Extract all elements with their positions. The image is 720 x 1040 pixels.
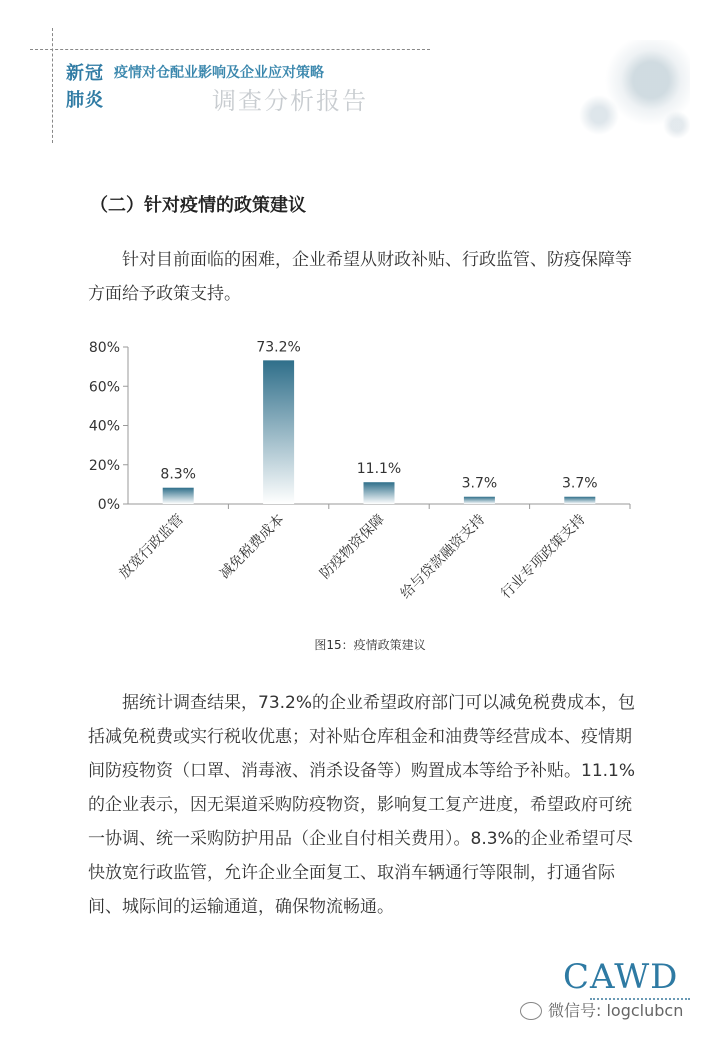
category-label: 防疫物资保障 (317, 511, 388, 583)
category-label: 减免税费成本 (216, 511, 288, 583)
wechat-id (520, 1000, 683, 1022)
bar (564, 497, 595, 504)
cawd-logo: CAWD (563, 957, 679, 997)
y-tick-label: 20% (88, 457, 120, 474)
body-paragraph: 据统计调查结果，73.2%的企业希望政府部门可以减免税费成本，包括减免税费或实行税收优惠；对补贴仓库租金和油费等经营成本、疫情期间防疫物资（口罩、消毒液、消杀设备等）购置成本等给予补贴。11.1%的企业表示，因无渠道采购防疫物资，影响复工复产进度，希望政府可统一协调、统一采购防护用品（企业自付相关费用）。8.3%的企业希望可尽快放宽行政监管，允许企业全面复工、取消车辆通行等限制，打通省际间、城际间的运输通道，确保物流畅通。 (88, 693, 636, 917)
bar-value-label: 3.7% (562, 475, 598, 492)
wechat-id-text: 微信号: logclubcn (548, 1001, 684, 1020)
category-label: 放宽行政监管 (116, 511, 188, 583)
y-tick-label: 40% (88, 418, 120, 435)
wechat-icon (520, 1002, 542, 1020)
figure-caption: 图15：疫情政策建议 (314, 638, 426, 652)
bar-value-label: 8.3% (160, 466, 196, 483)
bar-value-label: 73.2% (256, 339, 301, 356)
section-title: （二）针对疫情的政策建议 (90, 195, 306, 216)
bar-value-label: 3.7% (461, 475, 498, 492)
bar (163, 488, 194, 504)
header-report-title: 调查分析报告 (212, 87, 368, 115)
bar-value-label: 11.1% (356, 461, 402, 478)
category-label: 给与贷款融资支持 (397, 511, 489, 603)
header-subtitle: 疫情对仓配业影响及企业应对策略 (114, 65, 324, 81)
bar (263, 360, 294, 504)
bar (364, 482, 395, 504)
category-label: 行业专项政策支持 (498, 511, 589, 603)
header-brand-line1: 新冠 (66, 63, 104, 84)
y-tick-label: 80% (88, 340, 120, 356)
y-tick-label: 0% (97, 497, 120, 513)
header-brand-line2: 肺炎 (66, 90, 104, 111)
bar (464, 497, 495, 504)
intro-paragraph: 针对目前面临的困难，企业希望从财政补贴、行政监管、防疫保障等方面给予政策支持。 (88, 250, 632, 304)
y-tick-label: 60% (88, 379, 120, 396)
